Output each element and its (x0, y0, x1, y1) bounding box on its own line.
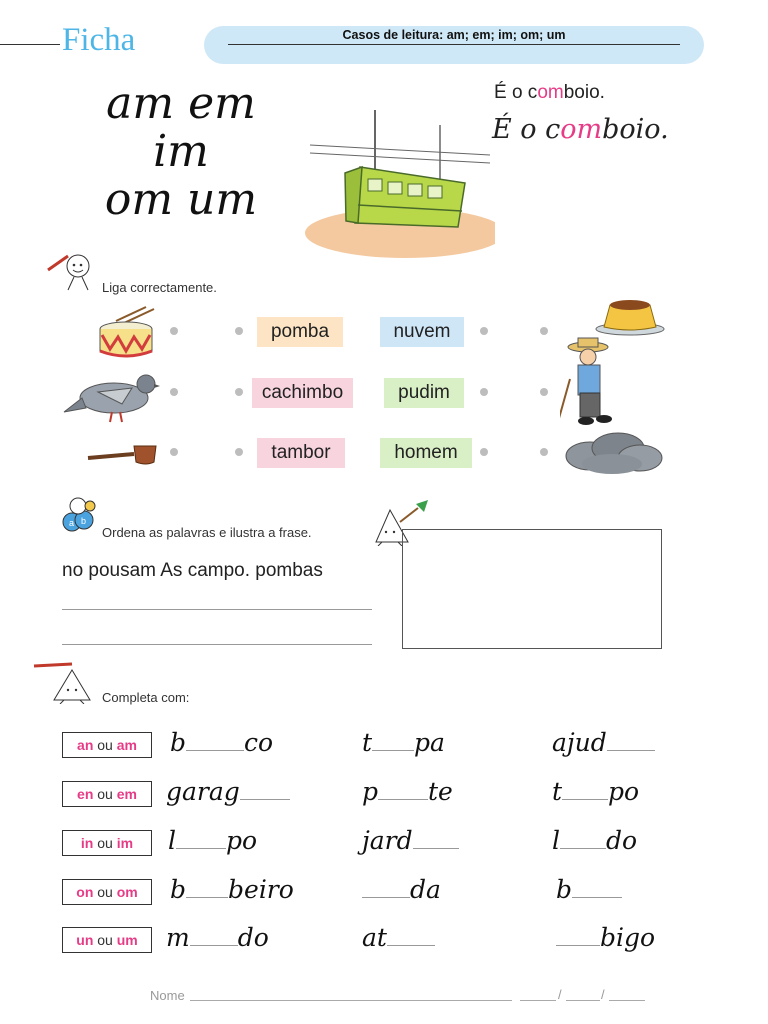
word-fill[interactable]: bigo (556, 923, 655, 952)
match-dot[interactable] (235, 388, 243, 396)
match-dot[interactable] (170, 448, 178, 456)
word-fill[interactable]: b co (170, 728, 274, 757)
banner-rule (228, 44, 680, 45)
pencil-mascot-icon (32, 654, 102, 704)
match-dot[interactable] (540, 327, 548, 335)
match-dot[interactable] (170, 327, 178, 335)
cloud-icon (560, 428, 664, 476)
date-day-field[interactable] (520, 1000, 556, 1001)
choice-an-am: an ou am (62, 732, 152, 758)
page-title: Ficha (62, 22, 136, 58)
match-dot[interactable] (480, 448, 488, 456)
drawing-box[interactable] (402, 529, 662, 649)
word-fill[interactable]: t po (552, 777, 640, 806)
word-left-3: tambor (257, 438, 345, 468)
svg-text:a: a (69, 518, 75, 528)
word-left-2: cachimbo (252, 378, 353, 408)
choice-in-im: in ou im (62, 830, 152, 856)
header-rule (0, 44, 60, 45)
word-fill[interactable]: garag (166, 777, 290, 806)
word-fill[interactable]: l po (168, 826, 258, 855)
date-separator: / (558, 987, 562, 1002)
word-fill[interactable]: at (362, 923, 435, 952)
word-right-3: homem (380, 438, 472, 468)
case-line-3: om um (104, 174, 258, 225)
man-icon (560, 335, 630, 430)
match-dot[interactable] (235, 327, 243, 335)
section2-instruction: Ordena as palavras e ilustra a frase. (102, 525, 312, 540)
svg-text:b: b (81, 516, 87, 526)
word-right-2: pudim (384, 378, 464, 408)
pudding-icon (594, 297, 666, 337)
pencil-mascot-icon (44, 250, 100, 294)
name-field[interactable] (190, 1000, 512, 1001)
choice-un-um: un ou um (62, 927, 152, 953)
word-fill[interactable]: ajud (552, 728, 655, 757)
match-dot[interactable] (480, 388, 488, 396)
word-fill[interactable]: t pa (362, 728, 445, 757)
section1-instruction: Liga correctamente. (102, 280, 217, 295)
choice-en-em: en ou em (62, 781, 152, 807)
word-fill[interactable]: m do (166, 923, 269, 952)
match-dot[interactable] (170, 388, 178, 396)
word-right-1: nuvem (380, 317, 464, 347)
date-year-field[interactable] (609, 1000, 645, 1001)
answer-line-2[interactable] (62, 644, 372, 645)
case-line-1: am em (106, 78, 256, 129)
case-line-2: im (153, 126, 209, 177)
title-banner (204, 26, 704, 64)
match-dot[interactable] (480, 327, 488, 335)
date-separator: / (601, 987, 605, 1002)
train-illustration (300, 105, 495, 260)
scrambled-sentence: no pousam As campo. pombas (62, 560, 323, 581)
word-fill[interactable]: da (362, 875, 441, 904)
answer-line-1[interactable] (62, 609, 372, 610)
example-sentence: É o comboio. (494, 82, 605, 103)
name-label: Nome (150, 988, 185, 1003)
word-fill[interactable]: p te (362, 777, 453, 806)
word-left-1: pomba (257, 317, 343, 347)
match-dot[interactable] (540, 448, 548, 456)
section3-instruction: Completa com: (102, 690, 190, 705)
example-sentence-cursive: É o comboio. (492, 114, 669, 145)
match-dot[interactable] (235, 448, 243, 456)
word-fill[interactable]: b (556, 875, 622, 904)
pipe-icon (86, 438, 162, 466)
choice-on-om: on ou om (62, 879, 152, 905)
word-fill[interactable]: jard (362, 826, 459, 855)
pigeon-icon (62, 368, 160, 424)
word-fill[interactable]: b beiro (170, 875, 294, 904)
banner-text: Casos de leitura: am; em; im; om; um (342, 28, 566, 42)
match-dot[interactable] (540, 388, 548, 396)
date-month-field[interactable] (566, 1000, 600, 1001)
drum-icon (96, 305, 160, 361)
word-fill[interactable]: l do (552, 826, 638, 855)
balloons-mascot-icon (58, 496, 102, 538)
